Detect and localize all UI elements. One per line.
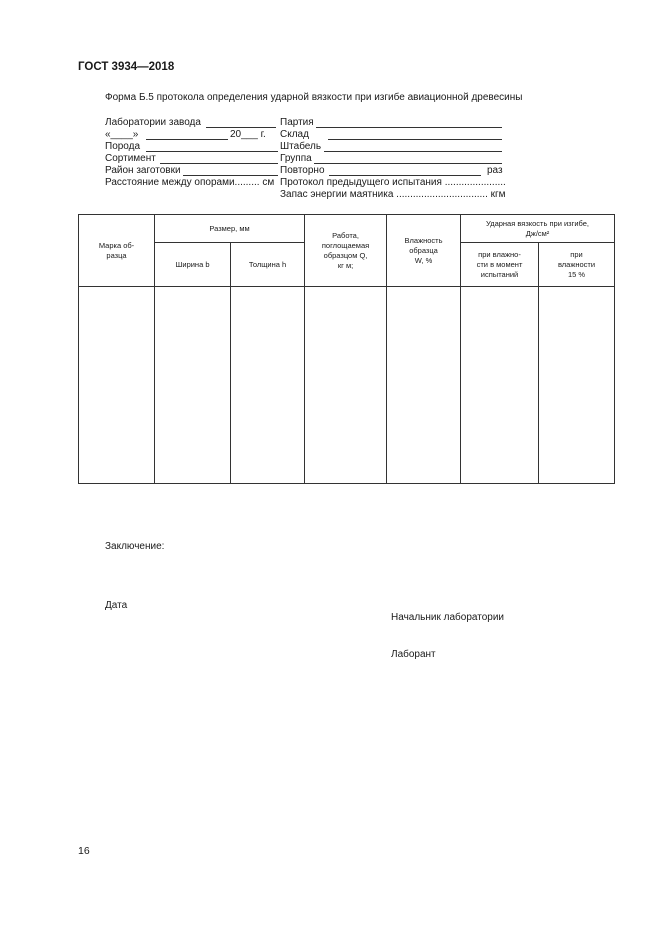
field-batch-line[interactable] — [316, 127, 502, 128]
field-region-label: Район заготовки — [105, 165, 181, 176]
header-thickness: Толщина h — [231, 243, 305, 287]
field-stack-line[interactable] — [324, 151, 502, 152]
header-impact-strength: Ударная вязкость при изгибе, Дж/см² — [461, 215, 615, 243]
protocol-table — [78, 214, 615, 484]
field-lab-line[interactable] — [206, 127, 276, 128]
header-moisture: Влажность образца W, % — [387, 215, 461, 287]
field-date-year: 20___ г. — [230, 129, 266, 140]
cell-width[interactable] — [155, 287, 231, 484]
field-warehouse-line[interactable] — [328, 139, 502, 140]
document-code: ГОСТ 3934—2018 — [78, 61, 175, 73]
field-batch-label: Партия — [280, 117, 314, 128]
lab-assistant-label: Лаборант — [391, 649, 436, 660]
field-support-distance[interactable]: Расстояние между опорами......... см — [105, 177, 275, 188]
field-date-line[interactable] — [146, 139, 228, 140]
page-number: 16 — [78, 845, 90, 857]
field-stack-label: Штабель — [280, 141, 322, 152]
field-region-line[interactable] — [183, 175, 278, 176]
field-group-label: Группа — [280, 153, 312, 164]
head-lab-label: Начальник лаборатории — [391, 612, 504, 623]
date-label: Дата — [105, 600, 128, 611]
cell-mark[interactable] — [79, 287, 155, 484]
field-breed-line[interactable] — [146, 151, 278, 152]
form-title: Форма Б.5 протокола определения ударной вязкости при изгибе авиационной древесины — [105, 92, 523, 103]
header-impact-15-moisture: при влажности 15 % — [539, 243, 615, 287]
cell-moisture[interactable] — [387, 287, 461, 484]
table-header-row-1 — [79, 215, 615, 243]
conclusion-label: Заключение: — [105, 541, 165, 552]
field-breed-label: Порода — [105, 141, 141, 152]
field-repeat-label: Повторно — [280, 165, 325, 176]
field-prev-protocol[interactable]: Протокол предыдущего испытания ...................... — [280, 177, 506, 188]
field-warehouse-label: Склад — [280, 129, 309, 140]
cell-impact-test[interactable] — [461, 287, 539, 484]
field-repeat-suffix: раз — [487, 165, 503, 176]
field-lab-label: Лаборатории завода — [105, 117, 201, 128]
header-work: Работа, поглощаемая образцом Q, кг м; — [305, 215, 387, 287]
field-date-prefix: «____» — [105, 129, 139, 140]
cell-impact-15[interactable] — [539, 287, 615, 484]
field-assortment-label: Сортимент — [105, 153, 156, 164]
table-row — [79, 287, 615, 484]
field-pendulum-energy[interactable]: Запас энергии маятника ................................. кгм — [280, 189, 506, 200]
header-width: Ширина b — [155, 243, 231, 287]
field-assortment-line[interactable] — [160, 163, 278, 164]
cell-thickness[interactable] — [231, 287, 305, 484]
header-impact-test-moisture: при влажно- сти в момент испытаний — [461, 243, 539, 287]
field-group-line[interactable] — [314, 163, 502, 164]
header-size: Размер, мм — [155, 215, 305, 243]
field-repeat-line[interactable] — [329, 175, 481, 176]
header-specimen-mark: Марка об- разца — [79, 215, 155, 287]
cell-work[interactable] — [305, 287, 387, 484]
